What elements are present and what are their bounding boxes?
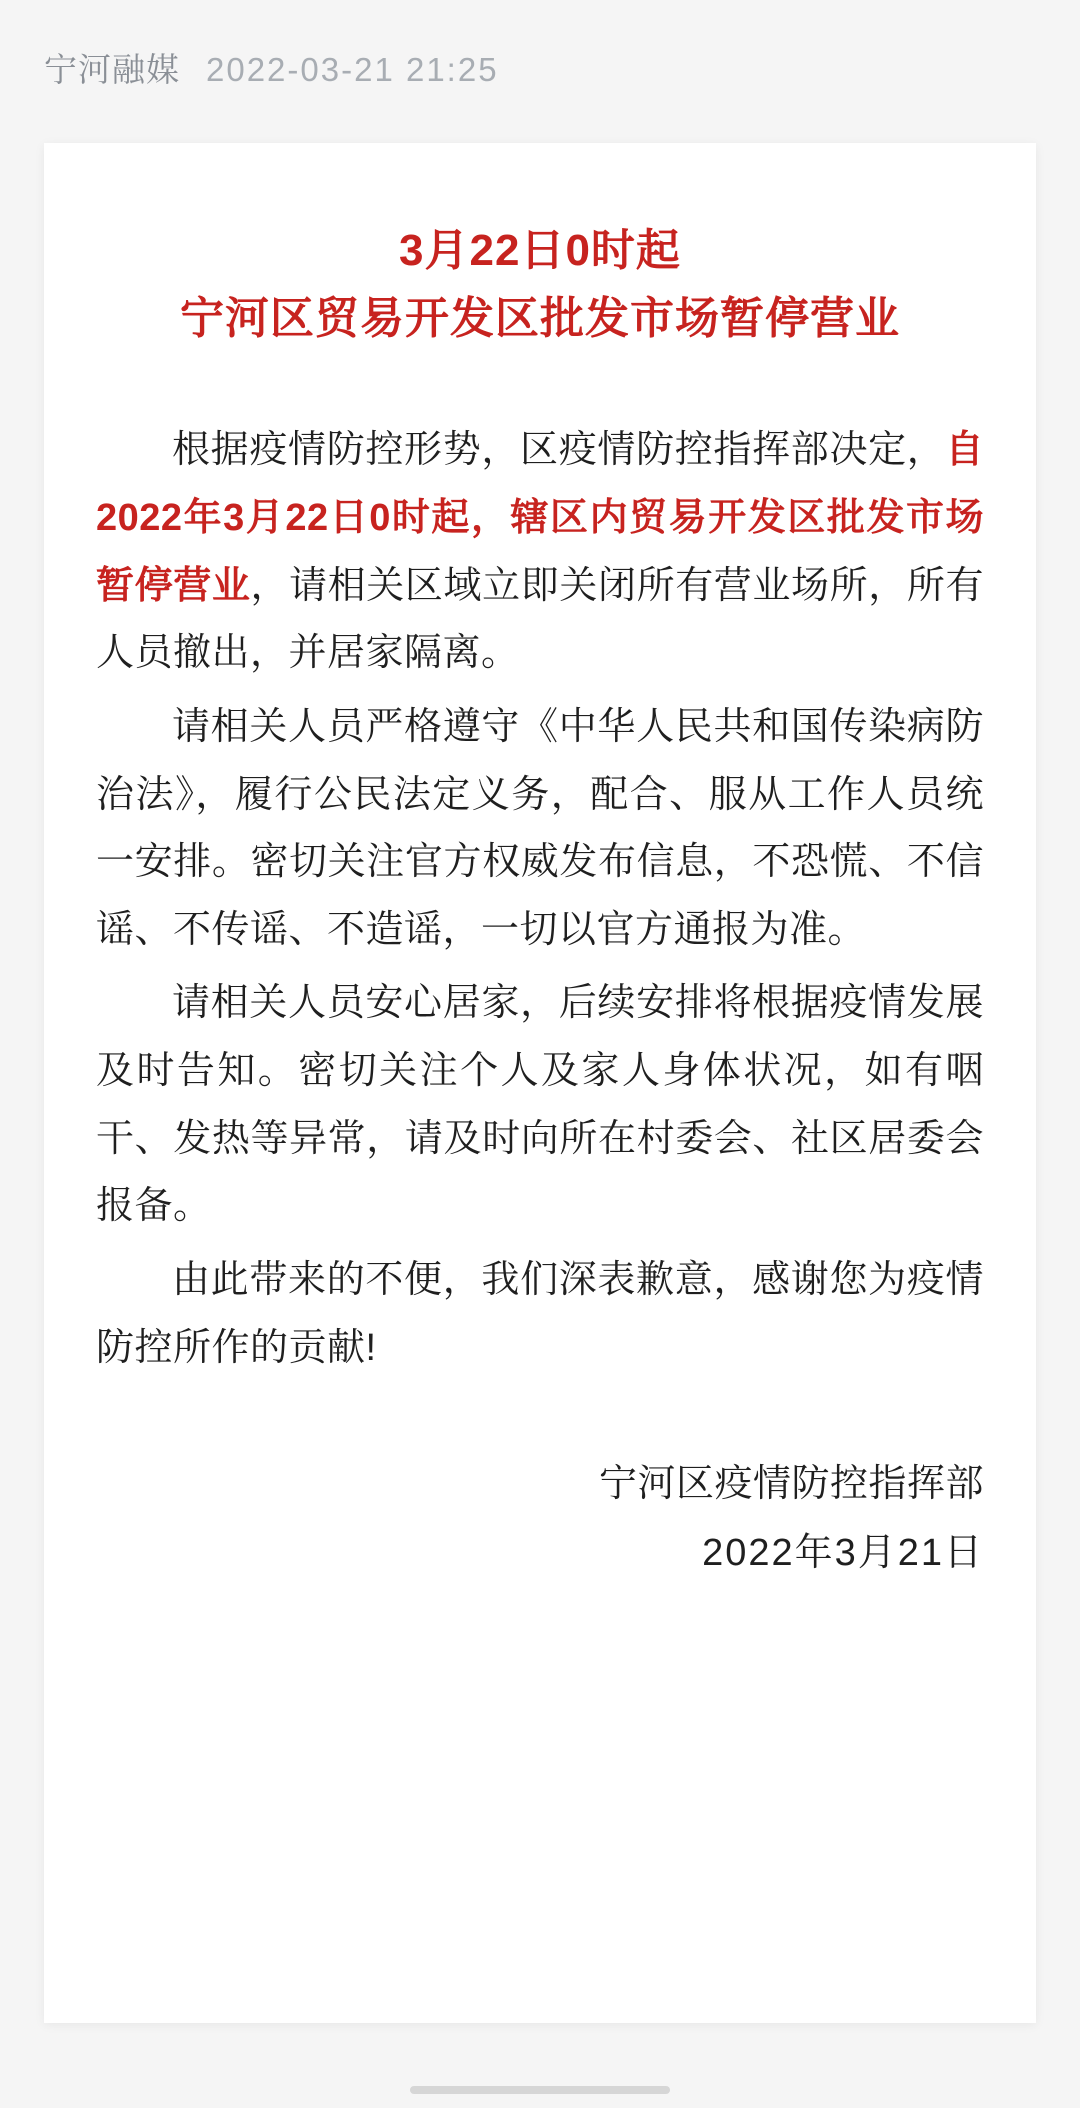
paragraph xyxy=(96,417,984,688)
notice-body xyxy=(96,417,984,1382)
title-line-1: 3月22日0时起 xyxy=(399,226,681,275)
body-text-run: 请相关人员严格遵守《中华人民共和国传染病防治法》，履行公民法定义务，配合、服从工作人员统一安排。密切关注官方权威发布信息，不恐慌、不信谣、不传谣、不造谣，一切以官方通报为准。 xyxy=(96,705,984,951)
publish-timestamp: 2022-03-21 21:25 xyxy=(206,51,499,88)
body-text-run: 请相关人员安心居家，后续安排将根据疫情发展及时告知。密切关注个人及家人身体状况，如有咽干、发热等异常，请及时向所在村委会、社区居委会报备。 xyxy=(96,982,984,1228)
signature-organization: 宁河区疫情防控指挥部 xyxy=(598,1463,984,1506)
title-line-2: 宁河区贸易开发区批发市场暂停营业 xyxy=(180,294,900,344)
notice-title xyxy=(96,217,984,353)
home-indicator[interactable] xyxy=(410,2086,670,2094)
paragraph xyxy=(96,1247,984,1382)
notice-card xyxy=(44,143,1036,2023)
body-text-run: 由此带来的不便，我们深表歉意，感谢您为疫情防控所作的贡献! xyxy=(96,1258,984,1369)
source-name: 宁河融媒 xyxy=(44,51,180,88)
body-text-run: 根据疫情防控形势，区疫情防控指挥部决定， xyxy=(172,429,946,472)
signature-date: 2022年3月21日 xyxy=(702,1531,984,1574)
notice-signature xyxy=(96,1450,984,1587)
body-text-run: ，请相关区域立即关闭所有营业场所，所有人员撤出，并居家隔离。 xyxy=(96,564,984,675)
paragraph xyxy=(96,970,984,1241)
article-header xyxy=(0,0,1080,91)
highlighted-text: 自2022年3月22日0时起，辖区内贸易开发区批发市场暂停营业 xyxy=(96,429,984,607)
paragraph xyxy=(96,694,984,965)
